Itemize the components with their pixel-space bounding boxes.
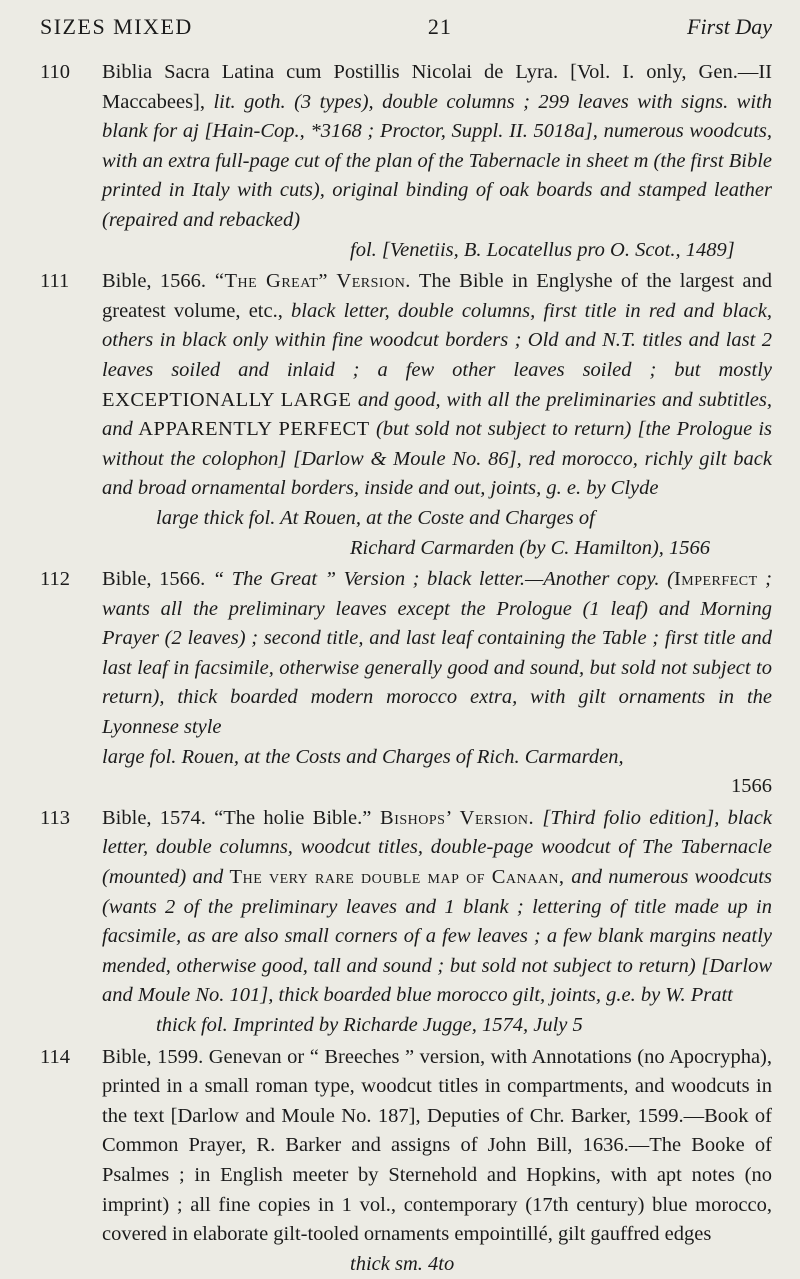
lot-text: The Bible in Englyshe of the largest and greatest volume, etc., <box>102 270 772 322</box>
lot-text: [Vol. I. only, Gen.—II Maccabees], <box>102 61 772 113</box>
lot-number: 112 <box>40 568 70 591</box>
lot-entry <box>40 565 772 802</box>
lot-version: Bishops’ Version. <box>371 806 535 829</box>
lot-text: Genevan or “ Breeches ” version, with Annotations (no Apocrypha), printed in a small roman type, woodcut titles in compartments, and woodcuts in the text [Darlow and Moule No. 187], Deputies of Chr. Barker, 1599.—Book of Common Prayer, R. Barker and assigns of John Bill, 1636.—The Booke of Psalmes ; in English meeter by Sternehold and Hopkins, with apt notes (no imprint) ; all fine copies in 1 vol., contemporary (17th century) blue morocco, covered in elaborate gilt-tooled ornaments empointillé, gilt gauffred edges <box>102 1045 772 1246</box>
lot-text: lit. goth. (3 types), double columns ; 299 leaves with signs. with blank for aj [Hain-Cop., *3168 ; Proctor, Suppl. II. 5018a], numerous woodcuts, with an extra full-page cut of the plan of the Tabernacle in sheet m (the first Bible printed in Italy with cuts), original binding of oak boards and stamped leather (repaired and rebacked) <box>102 90 772 231</box>
lot-title: Bible, 1599. <box>102 1045 204 1068</box>
lot-number: 113 <box>40 806 70 829</box>
lot-imprint: large fol. Rouen, at the Costs and Charges of Rich. Carmarden, <box>102 745 624 768</box>
lot-imprint: large thick fol. At Rouen, at the Coste and Charges of <box>156 506 595 529</box>
lot-date: 1566 <box>731 775 772 798</box>
lot-caps-text: APPARENTLY PERFECT <box>132 418 376 441</box>
lot-description <box>102 565 772 802</box>
lot-description <box>102 58 772 265</box>
page-number: 21 <box>427 14 452 39</box>
section-title: SIZES MIXED <box>40 14 193 39</box>
lot-title: Bible, 1566. <box>102 270 207 293</box>
lot-caps-text: The very rare double map of Canaan, <box>223 866 572 889</box>
lot-imprint: thick fol. Imprinted by Richarde Jugge, 1574, July 5 <box>156 1014 583 1036</box>
lot-text: and good, with all the preliminaries and subtitles, and <box>102 388 772 441</box>
lot-text: and numerous woodcuts (wants 2 of the preliminary leaves and 1 blank ; lettering of title made up in facsimile, as are also small corners of a few leaves ; a few blank margins neatly mended, otherwise good, tall and sound ; but sold not subject to return) [Darlow and Moule No. 101], thick boarded blue morocco gilt, joints, g.e. by W. Pratt <box>102 866 772 1007</box>
lot-description <box>102 1043 772 1279</box>
lot-title: Biblia Sacra Latina cum Postillis Nicolai de Lyra. <box>102 61 559 83</box>
lot-entry <box>40 1043 772 1279</box>
lot-caps-text: Imperfect <box>673 568 758 591</box>
lot-text: [Third folio edition], black letter, double columns, woodcut titles, double-page woodcut of The Tabernacle (mounted) and <box>102 806 772 889</box>
lot-imprint: fol. [Venetiis, B. Locatellus pro O. Scot., 1489] <box>350 238 735 261</box>
lot-text: “ The Great ” Version ; black letter.—Another copy. ( <box>205 568 674 591</box>
lot-description <box>102 267 772 563</box>
running-head <box>40 12 772 42</box>
lot-text: (but sold not subject to return) [the Prologue is without the colophon] [Darlow & Moule No. 86], red morocco, richly gilt back and broad ornamental borders, inside and out, joints, g. e. by Clyde <box>102 418 773 500</box>
lot-imprint: thick sm. 4to <box>350 1252 455 1275</box>
lot-number: 110 <box>40 61 70 83</box>
lot-number: 114 <box>40 1045 70 1068</box>
lot-description <box>102 804 772 1041</box>
lot-title: Bible, 1566. <box>102 568 206 591</box>
lot-text: “The holie Bible.” <box>205 806 372 829</box>
sale-day: First Day <box>687 14 772 39</box>
lot-version: “The Great” Version. <box>206 270 411 293</box>
lot-entry <box>40 804 772 1041</box>
lot-number: 111 <box>40 270 70 293</box>
lot-text: ; wants all the preliminary leaves except the Prologue (1 leaf) and Morning Prayer (2 leaves) ; second title, and last leaf containing the Table ; first title and last leaf in facsimile, otherwise generally good and sound, but sold not subject to return), thick boarded modern morocco extra, with gilt ornaments in the Lyonnese style <box>102 568 772 739</box>
lot-title: Bible, 1574. <box>102 806 206 829</box>
lot-entry <box>40 58 772 265</box>
lot-caps-text: EXCEPTIONALLY LARGE <box>102 388 358 411</box>
lot-imprint: Richard Carmarden (by C. Hamilton), 1566 <box>350 536 711 559</box>
lot-entry <box>40 267 772 563</box>
lot-text: black letter, double columns, first title in red and black, others in black only within fine woodcut borders ; Old and N.T. titles and last 2 leaves soiled and inlaid ; a few other leaves soiled ; but mostly <box>102 299 772 381</box>
